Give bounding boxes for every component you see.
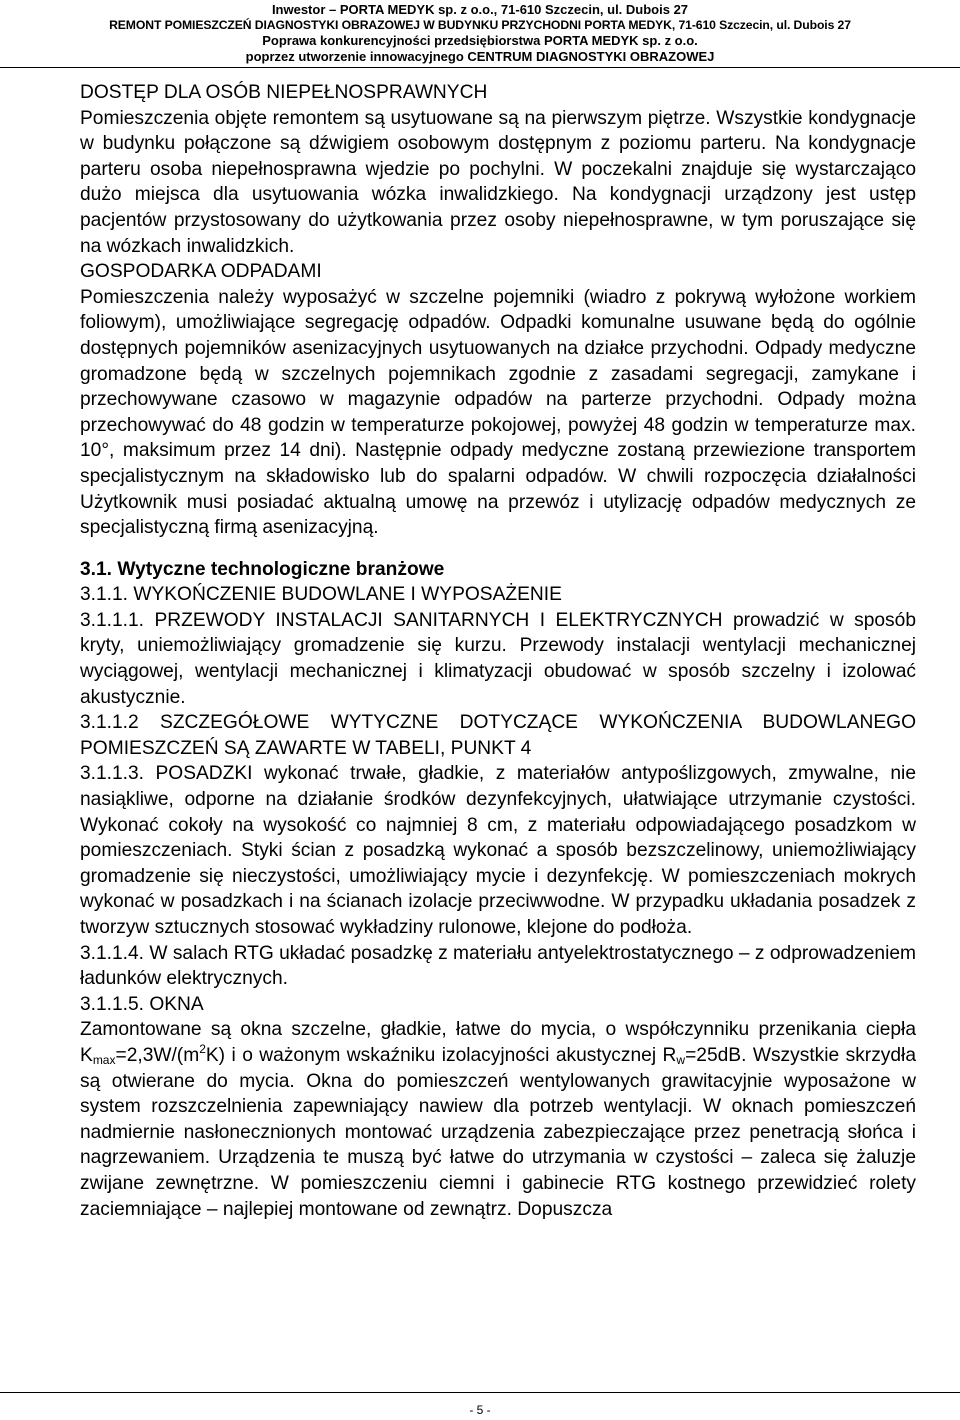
- header-program-line: Poprawa konkurencyjności przedsiębiorstwa PORTA MEDYK sp. z o.o.: [262, 33, 698, 48]
- header-investor-line: Inwestor – PORTA MEDYK sp. z o.o., 71-610 Szczecin, ul. Dubois 27: [271, 2, 689, 17]
- paragraph-accessibility: Pomieszczenia objęte remontem są usytuowane są na pierwszym piętrze. Wszystkie kondygnacje w budynku połączone są dźwigiem osobowym dostępnym z poziomu parteru. Na kondygnacje parteru osoba niepełnosprawna wjedzie po pochylni. W poczekalni znajduje się wystarczająco dużo miejsca dla usytuowania wózka inwalidzkiego. Na kondygnacji urządzony jest ustęp pacjentów przystosowany do użytkowania przez osoby niepełnosprawne, w tym poruszające się na wózkach inwalidzkich.: [80, 107, 916, 257]
- paragraph-windows: [80, 1017, 916, 1222]
- paragraph-waste: Pomieszczenia należy wyposażyć w szczelne pojemniki (wiadro z pokrywą wyłożone workiem foliowym), umożliwiające segregację odpadów. Odpadki komunalne usuwane będą do ogólnie dostępnych pojemników asenizacyjnych usytuowanych na działce przychodni. Odpady medyczne gromadzone będą w szczelnych pojemnikach zgodnie z zasadami segregacji, zamykane i przechowywane czasowo w magazynie odpadów na parterze przychodni. Odpady można przechowywać do 48 godzin w temperaturze pokojowej, powyżej 48 godzin w temperaturze max. 10°, maksimum przez 14 dni). Następnie odpady medyczne zostaną przewiezione transportem specjalistycznym na składowisko lub do spalarni odpadów. W chwili rozpoczęcia działalności Użytkownik musi posiadać aktualną umowę na przewóz i utylizację odpadów medycznych ze specjalistyczną firmą asenizacyjną.: [80, 286, 916, 539]
- header-subprogram-line: poprzez utworzenie innowacyjnego CENTRUM DIAGNOSTYKI OBRAZOWEJ: [245, 48, 715, 64]
- page-number: - 5 -: [469, 1403, 491, 1417]
- spacer: [80, 541, 916, 557]
- paragraph-detailed-guidelines: 3.1.1.2 SZCZEGÓŁOWE WYTYCZNE DOTYCZĄCE WYKOŃCZENIA BUDOWLANEGO POMIESZCZEŃ SĄ ZAWARTE W TABELI, PUNKT 4: [80, 712, 916, 759]
- section-heading-guidelines: 3.1. Wytyczne technologiczne branżowe: [80, 558, 445, 580]
- document-footer: [0, 1392, 960, 1417]
- document-header: [0, 2, 960, 68]
- windows-subscript-max: max: [92, 1052, 116, 1067]
- windows-text-b: =2,3W/(m: [115, 1044, 200, 1066]
- paragraph-rtg-floors: 3.1.1.4. W salach RTG układać posadzkę z materiału antyelektrostatycznego – z odprowadzeniem ładunków elektrycznych.: [80, 942, 916, 990]
- document-body: [80, 80, 916, 1222]
- windows-text-c: K) i o ważonym wskaźniku izolacyjności akustycznej R: [205, 1044, 677, 1066]
- paragraph-installations: 3.1.1.1. PRZEWODY INSTALACJI SANITARNYCH I ELEKTRYCZNYCH prowadzić w sposób kryty, uniemożliwiający gromadzenie się kurzu. Przewody instalacji wentylacji mechanicznej wyciągowej, wentylacji mechanicznej i klimatyzacji obudować w sposób szczelny i izolować akustycznie.: [80, 609, 916, 708]
- subsection-heading-windows: 3.1.1.5. OKNA: [80, 993, 204, 1015]
- header-project-line: REMONT POMIESZCZEŃ DIAGNOSTYKI OBRAZOWEJ W BUDYNKU PRZYCHODNI PORTA MEDYK, 71-610 Szczecin, ul. Dubois 27: [109, 17, 851, 32]
- windows-text-a: Zamontowane są okna szczelne, gładkie, łatwe do mycia, o współczynniku przenikania ciepła K: [80, 1019, 916, 1066]
- windows-text-d: =25dB. Wszystkie skrzydła są otwierane do mycia. Okna do pomieszczeń wentylowanych grawitacyjnie wyposażone w system rozszczelnienia zapewniający nawiew dla potrzeb wentylacji. W oknach pomieszczeń nadmiernie nasłonecznionych montować urządzenia zabezpieczające przez penetracją słońca i nagrzewaniem. Urządzenia te muszą być łatwe do utrzymania w czystości – zaleca się żaluzje zwijane zewnętrzne. W pomieszczeniu ciemni i gabinecie RTG kostnego przewidzieć rolety zaciemniające – najlepiej montowane od zewnątrz. Dopuszcza: [80, 1044, 916, 1220]
- paragraph-floors: 3.1.1.3. POSADZKI wykonać trwałe, gładkie, z materiałów antypoślizgowych, zmywalne, nie nasiąkliwe, odporne na działanie środków dezynfekcyjnych, ułatwiające utrzymanie czystości. Wykonać cokoły na wysokość co najmniej 8 cm, z materiału odpowiadającego posadzkom w pomieszczeniach. Styki ścian z posadzką wykonać a sposób bezszczelinowy, uniemożliwiający gromadzenie się nieczystości, umożliwiający mycie i dezynfekcję. W pomieszczeniach mokrych wykonać w posadzkach i na ścianach izolacje przeciwwodne. W przypadku układania posadzek z tworzyw sztucznych stosować wykładziny rulonowe, klejone do podłoża.: [80, 763, 916, 938]
- windows-superscript-2: 2: [199, 1041, 206, 1056]
- section-heading-waste: GOSPODARKA ODPADAMI: [80, 261, 322, 283]
- windows-subscript-w: w: [676, 1052, 686, 1067]
- section-heading-accessibility: DOSTĘP DLA OSÓB NIEPEŁNOSPRAWNYCH: [80, 82, 488, 103]
- subsection-heading-finishing: 3.1.1. WYKOŃCZENIE BUDOWLANE I WYPOSAŻENIE: [80, 584, 562, 606]
